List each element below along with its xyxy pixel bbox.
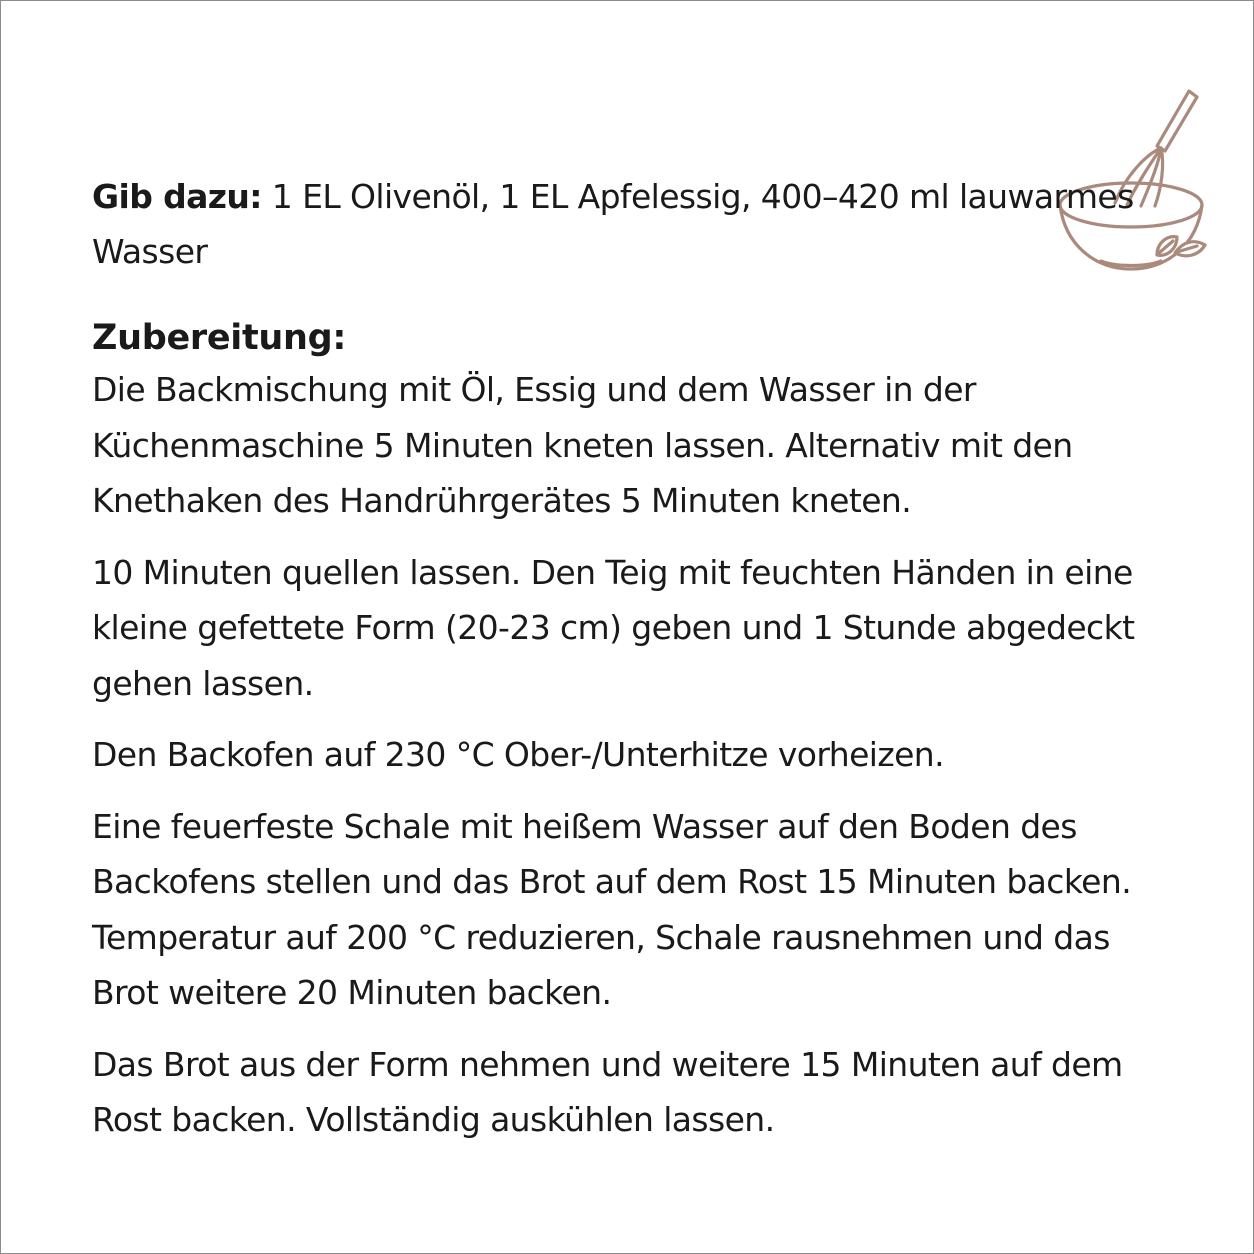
recipe-content [92, 169, 1172, 1148]
step-3: Den Backofen auf 230 °C Ober-/Unterhitze vorheizen. [92, 735, 944, 774]
step-5: Das Brot aus der Form nehmen und weitere 15 Minuten auf dem Rost backen. Vollständig auskühlen lassen. [92, 1044, 1123, 1139]
intro-label: Gib dazu: [92, 177, 262, 216]
ingredients-addition [92, 169, 1172, 279]
step-1: Die Backmischung mit Öl, Essig und dem Wasser in der Küchenmaschine 5 Minuten kneten lassen. Alternativ mit den Knethaken des Handrührgerätes 5 Minuten kneten. [92, 370, 1073, 520]
preparation-heading: Zubereitung: [92, 318, 347, 358]
intro-text: 1 EL Olivenöl, 1 EL Apfelessig, 400–420 ml lauwarmes Wasser [92, 177, 1134, 271]
step-4: Eine feuerfeste Schale mit heißem Wasser auf den Boden des Backofens stellen und das Brot auf dem Rost 15 Minuten backen. Temperatur auf 200 °C reduzieren, Schale rausnehmen und das Brot weitere 20 Minuten backen. [92, 806, 1132, 1012]
preparation-steps [92, 362, 1172, 1148]
step-2: 10 Minuten quellen lassen. Den Teig mit feuchten Händen in eine kleine gefettete Form (20-23 cm) geben und 1 Stunde abgedeckt gehen lassen. [92, 552, 1135, 703]
